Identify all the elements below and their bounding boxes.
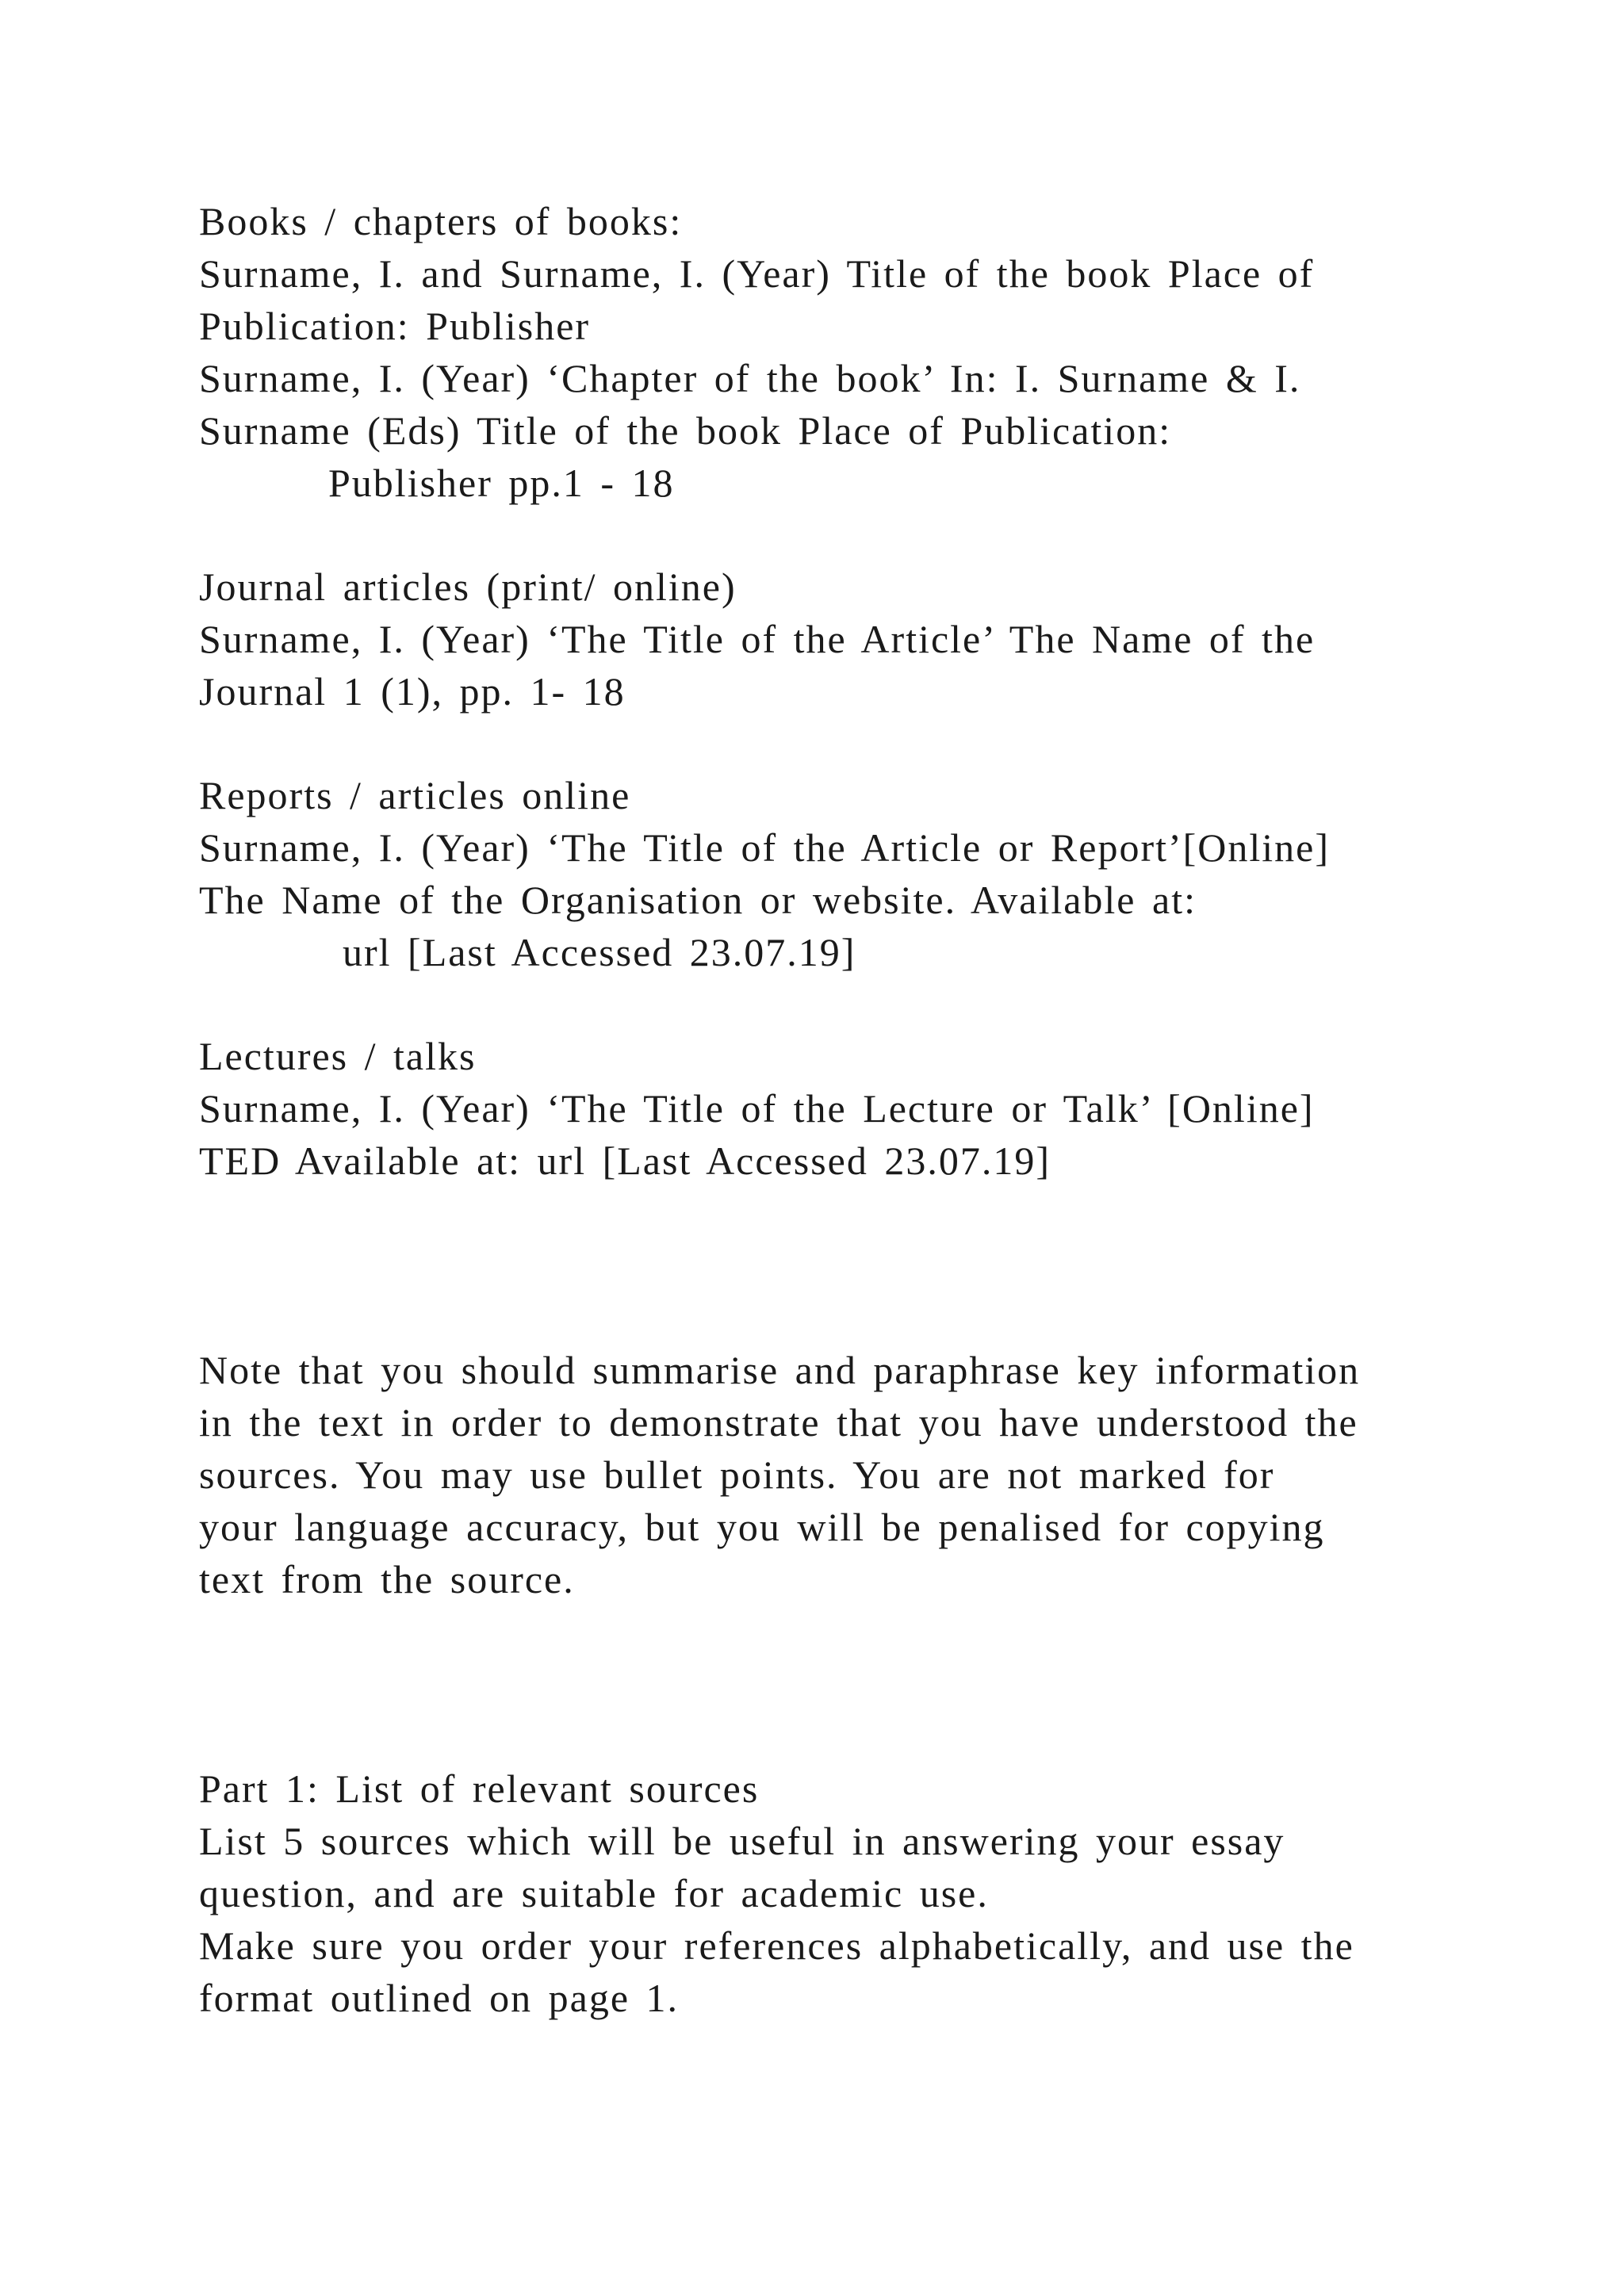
note-paragraph-line: Note that you should summarise and paraphrase key information <box>199 1348 1361 1392</box>
lecture-reference-line: Surname, I. (Year) ‘The Title of the Lecture or Talk’ [Online] <box>199 1086 1315 1131</box>
part1-heading: Part 1: List of relevant sources <box>199 1766 760 1811</box>
reports-heading: Reports / articles online <box>199 773 631 817</box>
lectures-heading: Lectures / talks <box>199 1034 477 1078</box>
chapter-reference-line: Surname (Eds) Title of the book Place of Publication: <box>199 408 1172 453</box>
books-heading: Books / chapters of books: <box>199 199 683 243</box>
note-paragraph-line: your language accuracy, but you will be penalised for copying <box>199 1505 1325 1549</box>
note-paragraph-line: sources. You may use bullet points. You are not marked for <box>199 1452 1275 1497</box>
report-reference-line-indented: url [Last Accessed 23.07.19] <box>343 930 856 974</box>
part1-instruction-line: question, and are suitable for academic use. <box>199 1871 989 1915</box>
note-paragraph-line: text from the source. <box>199 1557 575 1601</box>
part1-instruction-line: Make sure you order your references alphabetically, and use the <box>199 1923 1354 1968</box>
part1-instruction-line: List 5 sources which will be useful in answering your essay <box>199 1819 1285 1863</box>
note-paragraph-line: in the text in order to demonstrate that you have understood the <box>199 1400 1358 1445</box>
journals-heading: Journal articles (print/ online) <box>199 564 737 609</box>
book-reference-line: Surname, I. and Surname, I. (Year) Title of the book Place of <box>199 251 1315 296</box>
chapter-reference-line: Surname, I. (Year) ‘Chapter of the book’ In: I. Surname & I. <box>199 356 1301 400</box>
chapter-reference-line-indented: Publisher pp.1 - 18 <box>328 461 675 505</box>
report-reference-line: The Name of the Organisation or website. Available at: <box>199 878 1197 922</box>
journal-reference-line: Surname, I. (Year) ‘The Title of the Article’ The Name of the <box>199 617 1316 661</box>
journal-reference-line: Journal 1 (1), pp. 1- 18 <box>199 669 626 714</box>
part1-instruction-line: format outlined on page 1. <box>199 1976 680 2020</box>
lecture-reference-line: TED Available at: url [Last Accessed 23.07.19] <box>199 1138 1051 1183</box>
book-reference-line: Publication: Publisher <box>199 304 591 348</box>
report-reference-line: Surname, I. (Year) ‘The Title of the Article or Report’[Online] <box>199 825 1331 870</box>
